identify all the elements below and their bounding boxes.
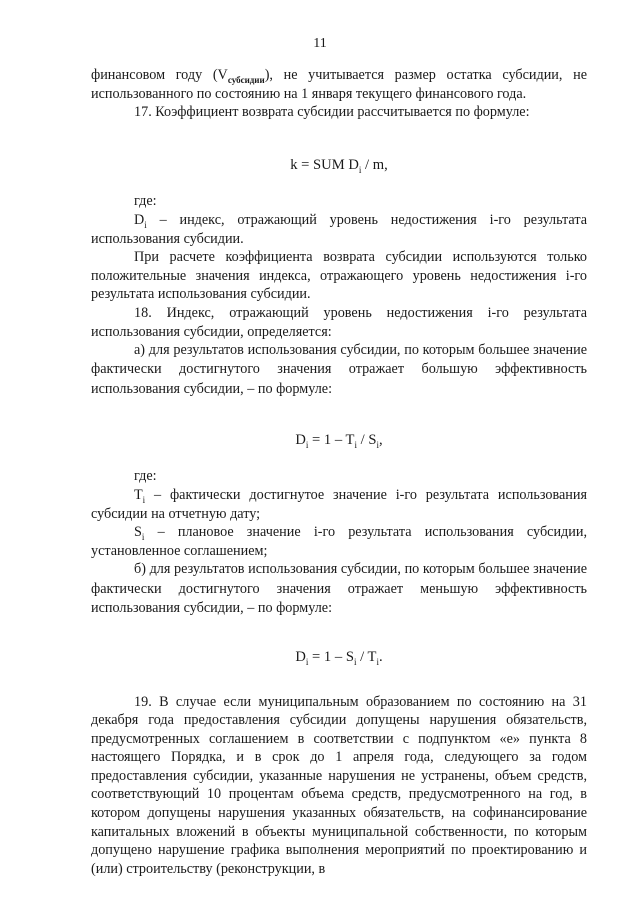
subscript: i (142, 494, 146, 505)
formula-text: k = SUM D (290, 156, 359, 173)
paragraph-19: 19. В случае если муниципальным образованием по состоянию на 31 декабря года предоставления субсидии допущены нарушения обязательств, предусмотренных соглашением в соответствии с подпунктом «е» пункта 8 настоящего Порядка, и в срок до 1 апреля года, следующего за годом предоставления субсидии, указанные нарушения не устранены, объем средств, соответствующий 10 процентам объема средств, предусмотренного на год, в котором допущены нарушения указанных обязательств, на софинансирование капитальных вложений в объекты муниципальной собственности, по которым допущено нарушение графика выполнения мероприятий по проектированию и (или) строительству (реконструкции, в (91, 693, 587, 877)
subscript: i (376, 439, 379, 450)
subscript: субсидии (227, 74, 265, 85)
definition-s-planned (91, 523, 587, 560)
subscript: i (305, 439, 309, 450)
formula-text: / m, (361, 156, 388, 173)
formula-text: / T (356, 648, 377, 665)
subscript: i (305, 656, 309, 667)
subscript: i (376, 656, 379, 667)
paragraph-a: а) для результатов использования субсидии, по которым большее значение фактически достигнутого значения отражает большую эффективность использования субсидии, – по формуле: (91, 342, 587, 397)
definition-d-index (91, 211, 587, 248)
formula-text: D (295, 648, 306, 665)
paragraph-remainder-intro (91, 66, 587, 103)
paragraph-18: 18. Индекс, отражающий уровень недостижения i-го результата использования субсидии, определяется: (91, 304, 587, 340)
formula-text: D (295, 431, 306, 448)
text-run: – фактически достигнутое значение i-го результата использования субсидии на отчетную дату; (91, 486, 587, 522)
formula-index-b (91, 648, 587, 667)
document-body (91, 66, 587, 878)
subscript: i (353, 656, 357, 667)
text-run: – плановое значение i-го результата использования субсидии, установленное соглашением; (91, 524, 587, 559)
formula-return-coefficient (91, 156, 587, 175)
formula-text: = 1 – S (308, 648, 354, 665)
where-label-2: где: (134, 468, 157, 485)
page-number: 11 (313, 36, 327, 51)
text-run: – индекс, отражающий уровень недостижения i-го результата использования субсидии. (91, 211, 587, 247)
text-run: финансовом году (V (91, 67, 228, 83)
paragraph-positive-values: При расчете коэффициента возврата субсидии используются только положительные значения индекса, отражающего уровень недостижения i-го результата использования субсидии. (91, 249, 587, 303)
subscript: i (141, 531, 145, 542)
text-run: D (134, 211, 145, 228)
paragraph-17: 17. Коэффициент возврата субсидии рассчитывается по формуле: (134, 104, 530, 121)
formula-text: , (378, 431, 383, 448)
text-run: ), не учитывается размер остатка субсидии, не использованного по состоянию на 1 января текущего финансового года. (91, 67, 587, 102)
text-run: S (134, 524, 142, 541)
formula-index-a (91, 431, 587, 450)
subscript: i (354, 439, 357, 450)
subscript: i (144, 219, 147, 230)
definition-t-actual (91, 486, 587, 523)
where-label-1: где: (134, 193, 157, 210)
text-run: T (134, 486, 143, 503)
formula-text: / S (357, 431, 377, 448)
paragraph-b: б) для результатов использования субсидии, по которым большее значение фактически достигнутого значения отражает меньшую эффективность использования субсидии, – по формуле: (91, 561, 587, 616)
subscript: i (358, 164, 362, 175)
formula-text: = 1 – T (308, 431, 355, 448)
formula-text: . (379, 648, 383, 665)
